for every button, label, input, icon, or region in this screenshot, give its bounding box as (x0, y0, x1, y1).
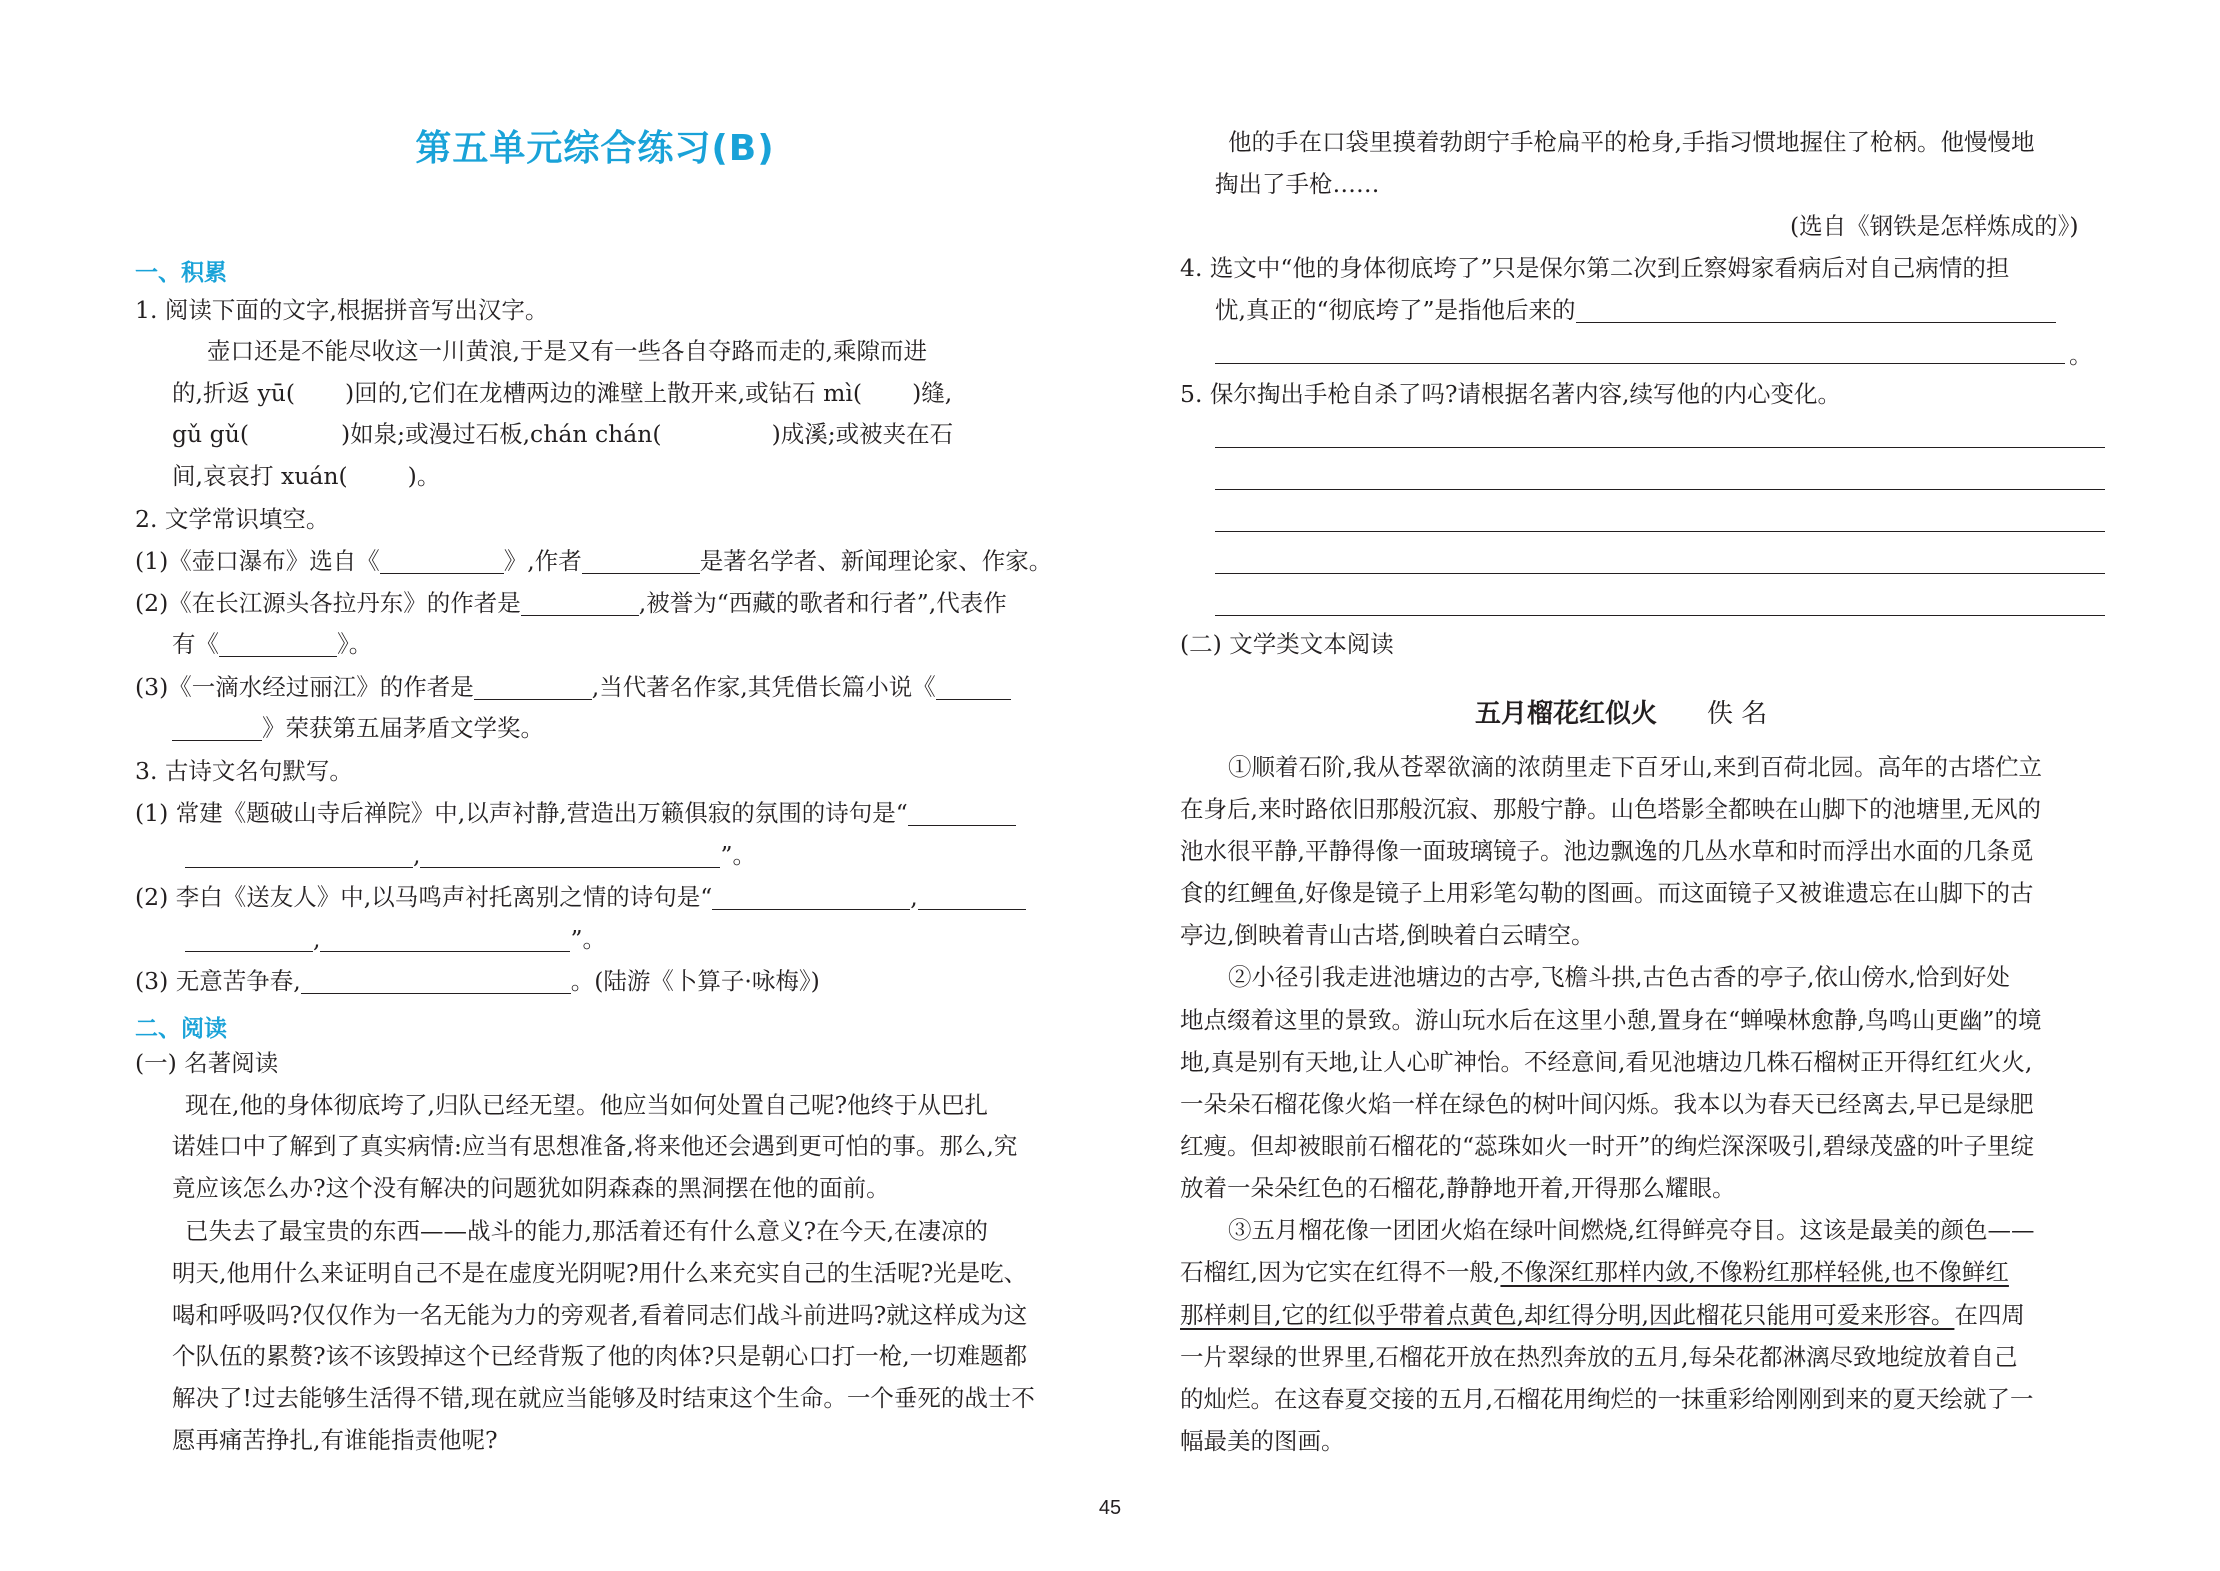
reading1-p2-line: 喝和呼吸吗?仅仅作为一名无能为力的旁观者,看着同志们战斗前进吗?就这样成为这 (172, 1301, 1028, 1329)
q1-line4: 间,哀哀打 xuán( )。 (172, 462, 441, 490)
q4-line1: 4. 选文中“他的身体彻底垮了”只是保尔第二次到丘察姆家看病后对自己病情的担 (1180, 254, 2010, 282)
page-title: 第五单元综合练习(B) (415, 128, 775, 169)
underlined-sentence: 不像深红那样内敛,不像粉红那样轻佻,也不像鲜红 (1500, 1258, 2009, 1286)
reading1-p2-line: 解决了!过去能够生活得不错,现在就应当能够及时结束这个生命。一个垂死的战士不 (172, 1384, 1035, 1412)
answer-blank[interactable] (1576, 300, 2056, 323)
blank[interactable] (185, 845, 413, 868)
q3-item2: (2) 李白《送友人》中,以马鸣声衬托离别之情的诗句是“ , (135, 886, 1026, 910)
q1-line1: 壶口还是不能尽收这一川黄浪,于是又有一些各自夺路而走的,乘隙而进 (207, 337, 927, 365)
q2-item2-cont: 有《 》。 (172, 630, 373, 658)
blank[interactable] (712, 887, 910, 910)
reading1-p2-line: 个队伍的累赘?该不该毁掉这个已经背叛了他的肉体?只是朝心口打一枪,一切难题都 (172, 1342, 1028, 1370)
essay-p3-line: 石榴红,因为它实在红得不一般,不像深红那样内敛,不像粉红那样轻佻,也不像鲜红 (1180, 1258, 2009, 1286)
blank[interactable] (474, 677, 592, 700)
q3-head: 3. 古诗文名句默写。 (135, 757, 353, 785)
blank[interactable] (918, 887, 1026, 910)
answer-line[interactable] (1215, 573, 2105, 574)
blank[interactable] (521, 593, 639, 616)
blank[interactable] (185, 929, 313, 952)
q5-question: 5. 保尔掏出手枪自杀了吗?请根据名著内容,续写他的内心变化。 (1180, 380, 1841, 408)
answer-line[interactable] (1215, 615, 2105, 616)
answer-line[interactable] (1215, 363, 2065, 364)
blank[interactable] (219, 634, 337, 657)
q1-line2: 的,折返 yū( )回的,它们在龙槽两边的滩壁上散开来,或钻石 mì( )缝, (172, 379, 953, 407)
reading1-p1-line: 现在,他的身体彻底垮了,归队已经无望。他应当如何处置自己呢?他终于从巴扎 (185, 1091, 989, 1119)
essay-p1-line: 食的红鲤鱼,好像是镜子上用彩笔勾勒的图画。而这面镜子又被谁遗忘在山脚下的古 (1180, 879, 2034, 907)
essay-p2-line: 红瘦。但却被眼前石榴花的“蕊珠如火一时开”的绚烂深深吸引,碧绿茂盛的叶子里绽 (1180, 1132, 2034, 1160)
page-number: 45 (1098, 1497, 1122, 1519)
essay-p1-line: 亭边,倒映着青山古塔,倒映着白云晴空。 (1180, 921, 1595, 949)
section-accumulation: 一、积累 (135, 260, 227, 286)
reading1-p2-line: 明天,他用什么来证明自己不是在虚度光阴呢?用什么来充实自己的生活呢?光是吃、 (172, 1259, 1028, 1287)
reading1-p3-line: 掏出了手枪…… (1215, 170, 1380, 198)
essay-p2-line: 地点缀着这里的景致。游山玩水后在这里小憩,置身在“蝉噪林愈静,鸟鸣山更幽”的境 (1180, 1006, 2042, 1034)
essay-p1-line: 池水很平静,平静得像一面玻璃镜子。池边飘逸的几丛水草和时而浮出水面的几条觅 (1180, 837, 2034, 865)
essay-p3-line: ③五月榴花像一团团火焰在绿叶间燃烧,红得鲜亮夺目。这该是最美的颜色—— (1228, 1216, 2035, 1244)
answer-line[interactable] (1215, 489, 2105, 490)
q3-item1-cont: , ”。 (185, 844, 756, 868)
essay-p3-line: 幅最美的图画。 (1180, 1427, 1345, 1455)
reading1-head: (一) 名著阅读 (135, 1049, 279, 1077)
essay-title: 五月榴花红似火 (1475, 699, 1658, 729)
reading1-p2-line: 已失去了最宝贵的东西——战斗的能力,那活着还有什么意义?在今天,在凄凉的 (185, 1217, 989, 1245)
blank[interactable] (936, 677, 1011, 700)
essay-p3-line: 的灿烂。在这春夏交接的五月,石榴花用绚烂的一抹重彩给刚刚到来的夏天绘就了一 (1180, 1385, 2034, 1413)
essay-p2-line: ②小径引我走进池塘边的古亭,飞檐斗拱,古色古香的亭子,依山傍水,恰到好处 (1228, 963, 2010, 991)
q3-item3: (3) 无意苦争春, 。(陆游《卜算子·咏梅》) (135, 967, 820, 995)
q2-item2: (2)《在长江源头各拉丹东》的作者是 ,被誉为“西藏的歌者和行者”,代表作 (135, 589, 1007, 617)
reading1-p2-line: 愿再痛苦挣扎,有谁能指责他呢? (172, 1426, 498, 1454)
reading1-source: (选自《钢铁是怎样炼成的》) (1790, 212, 2079, 240)
section-reading: 二、阅读 (135, 1016, 227, 1042)
reading1-p3-line: 他的手在口袋里摸着勃朗宁手枪扁平的枪身,手指习惯地握住了枪柄。他慢慢地 (1228, 128, 2035, 156)
underlined-sentence: 那样刺目,它的红似乎带着点黄色,却红得分明,因此榴花只能用可爱来形容。 (1180, 1301, 1955, 1329)
essay-p2-line: 地,真是别有天地,让人心旷神怡。不经意间,看见池塘边几株石榴树正开得红红火火, (1180, 1048, 2033, 1076)
q1-line3: gǔ gǔ( )如泉;或漫过石板,chán chán( )成溪;或被夹在石 (172, 420, 954, 448)
essay-p2-line: 放着一朵朵红色的石榴花,静静地开着,开得那么耀眼。 (1180, 1174, 1736, 1202)
q2-head: 2. 文学常识填空。 (135, 505, 330, 533)
q2-item1: (1)《壶口瀑布》选自《 》,作者 是著名学者、新闻理论家、作家。 (135, 547, 1053, 575)
essay-p1-line: ①顺着石阶,我从苍翠欲滴的浓荫里走下百牙山,来到百荷北园。高年的古塔伫立 (1228, 753, 2042, 781)
q3-item1: (1) 常建《题破山寺后禅院》中,以声衬静,营造出万籁俱寂的氛围的诗句是“ (135, 802, 1016, 826)
blank[interactable] (320, 929, 570, 952)
blank[interactable] (908, 803, 1016, 826)
reading2-head: (二) 文学类文本阅读 (1180, 630, 1394, 658)
essay-author: 佚 名 (1707, 699, 1768, 729)
essay-p2-line: 一朵朵石榴花像火焰一样在绿色的树叶间闪烁。我本以为春天已经离去,早已是绿肥 (1180, 1090, 2034, 1118)
blank[interactable] (301, 971, 571, 994)
blank[interactable] (172, 718, 262, 741)
q2-item3: (3)《一滴水经过丽江》的作者是 ,当代著名作家,其凭借长篇小说《 (135, 676, 1011, 700)
q4-line2: 忧,真正的“彻底垮了”是指他后来的 (1215, 299, 2056, 323)
blank[interactable] (420, 845, 720, 868)
essay-p3-line: 一片翠绿的世界里,石榴花开放在热烈奔放的五月,每朵花都淋漓尽致地绽放着自己 (1180, 1343, 2018, 1371)
answer-line[interactable] (1215, 447, 2105, 448)
q2-item3-cont: 》荣获第五届茅盾文学奖。 (172, 717, 544, 741)
essay-p1-line: 在身后,来时路依旧那般沉寂、那般宁静。山色塔影全都映在山脚下的池塘里,无风的 (1180, 795, 2041, 823)
q3-item2-cont: , ”。 (185, 928, 606, 952)
reading1-p1-line: 诺娃口中了解到了真实病情:应当有思想准备,将来他还会遇到更可怕的事。那么,究 (172, 1132, 1018, 1160)
blank[interactable] (380, 551, 504, 574)
blank[interactable] (582, 551, 700, 574)
answer-line[interactable] (1215, 531, 2105, 532)
q4-end: 。 (2069, 341, 2093, 369)
essay-p3-line: 那样刺目,它的红似乎带着点黄色,却红得分明,因此榴花只能用可爱来形容。在四周 (1180, 1301, 2025, 1329)
q1-head: 1. 阅读下面的文字,根据拼音写出汉字。 (135, 296, 549, 324)
reading1-p1-line: 竟应该怎么办?这个没有解决的问题犹如阴森森的黑洞摆在他的面前。 (172, 1174, 890, 1202)
